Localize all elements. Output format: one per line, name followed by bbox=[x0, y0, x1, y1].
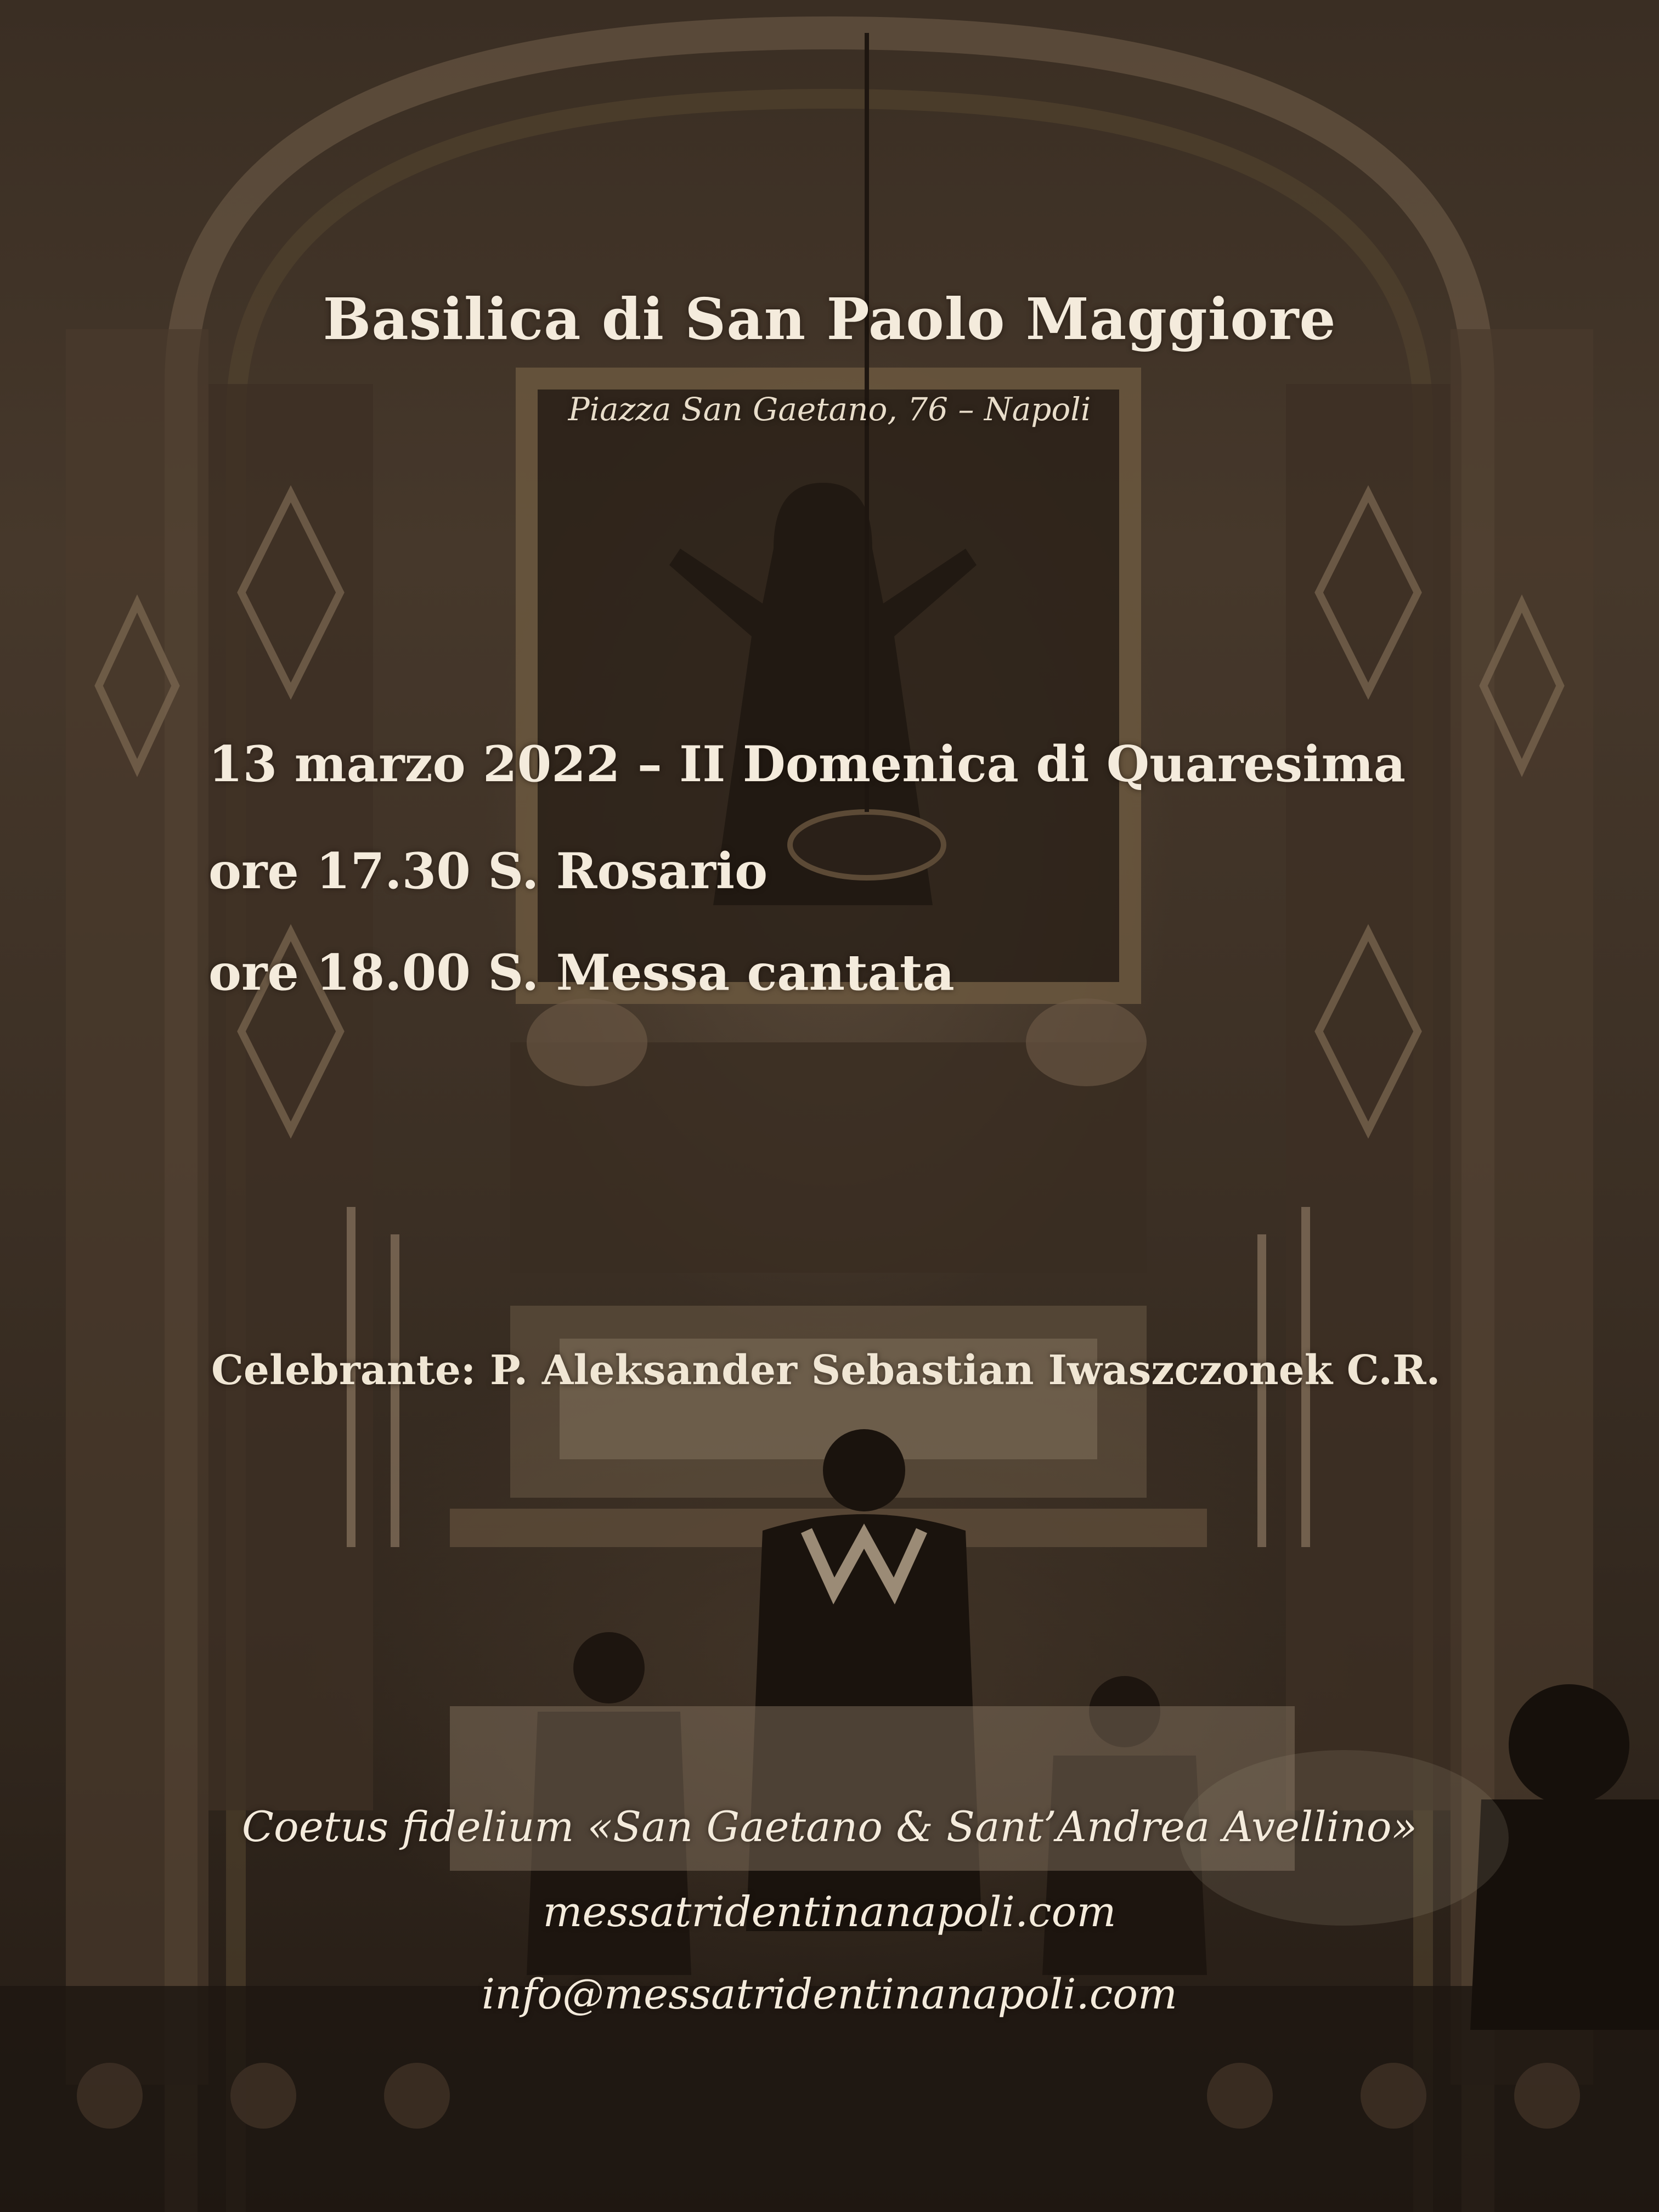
event-date: 13 marzo 2022 – II Domenica di Quaresima bbox=[208, 735, 1406, 793]
celebrant: Celebrante: P. Aleksander Sebastian Iwaszczonek C.R. bbox=[211, 1347, 1441, 1394]
rosary-time: ore 17.30 S. Rosario bbox=[208, 842, 768, 900]
church-address: Piazza San Gaetano, 76 – Napoli bbox=[568, 391, 1091, 428]
mass-time: ore 18.00 S. Messa cantata bbox=[208, 944, 955, 1002]
coetus-fidelium: Coetus fidelium «San Gaetano & Sant’Andrea Avellino» bbox=[241, 1802, 1418, 1851]
website-link: messatridentinanapoli.com bbox=[543, 1887, 1116, 1936]
church-name: Basilica di San Paolo Maggiore bbox=[323, 285, 1336, 353]
email-link: info@messatridentinanapoli.com bbox=[481, 1970, 1178, 2018]
